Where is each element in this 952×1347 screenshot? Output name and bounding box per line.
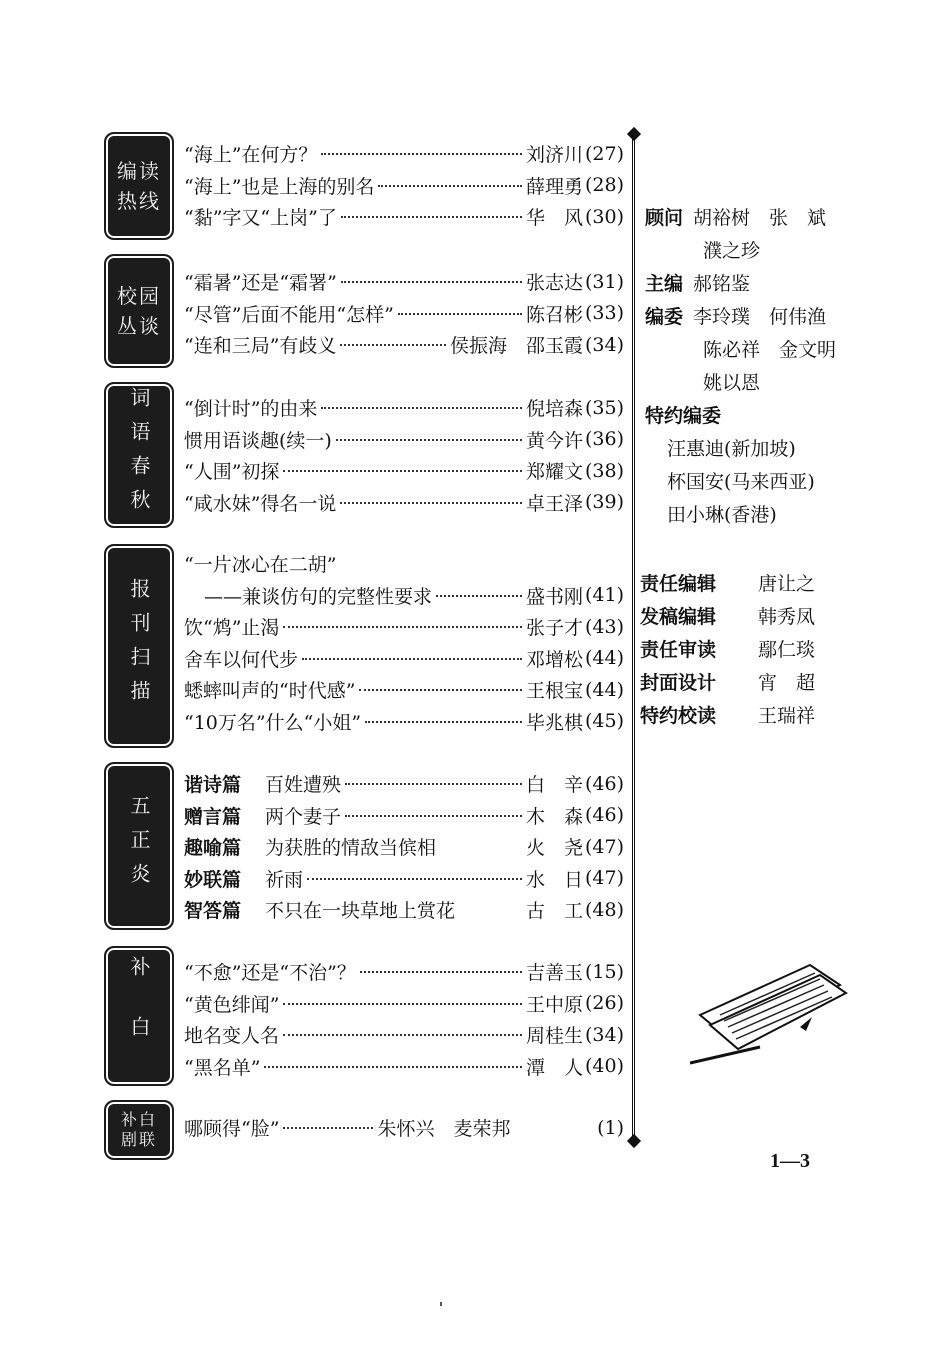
entry-page: (31) bbox=[584, 270, 624, 293]
credit-role: 顾问 bbox=[645, 207, 684, 229]
entry-author: 卓王泽 bbox=[525, 492, 583, 515]
toc-entry[interactable] bbox=[184, 487, 624, 519]
leader-dots bbox=[341, 215, 522, 218]
section-entries bbox=[184, 548, 624, 737]
leader-dots bbox=[264, 1065, 522, 1068]
leader-dots bbox=[340, 501, 522, 504]
entry-author: 华 风 bbox=[525, 207, 583, 230]
toc-entry[interactable] bbox=[184, 768, 624, 800]
entry-title: “尽管”后面不能用“怎样” bbox=[184, 303, 394, 326]
entry-author: 木 森 bbox=[525, 805, 583, 828]
credit-row bbox=[645, 497, 905, 530]
toc-entry[interactable] bbox=[184, 329, 624, 361]
credit-names: 汪惠迪(新加坡) bbox=[667, 438, 796, 460]
credit-row bbox=[645, 365, 905, 398]
toc-entry[interactable] bbox=[184, 138, 624, 170]
staff-row bbox=[640, 599, 815, 632]
staff-role: 发稿编辑 bbox=[640, 606, 717, 628]
section-label: 五正炎 bbox=[104, 762, 174, 930]
entry-title: “人围”初探 bbox=[184, 461, 280, 484]
toc-entry[interactable] bbox=[184, 894, 624, 926]
papers-icon bbox=[690, 945, 850, 1065]
leader-dots bbox=[359, 688, 522, 691]
entry-page: (44) bbox=[584, 678, 624, 701]
leader-dots bbox=[341, 280, 522, 283]
entry-title: 祈雨 bbox=[265, 868, 304, 891]
leader-dots bbox=[345, 814, 522, 817]
leader-dots bbox=[340, 343, 446, 346]
toc-entry[interactable] bbox=[184, 643, 624, 675]
entry-author: 火 尧 bbox=[525, 837, 583, 860]
credit-row bbox=[645, 332, 905, 365]
leader-dots bbox=[378, 184, 522, 187]
toc-entry[interactable] bbox=[184, 831, 624, 863]
leader-dots bbox=[365, 720, 522, 723]
entry-title: 哪顾得“脸” bbox=[184, 1118, 280, 1141]
entry-title: “黄色绯闻” bbox=[184, 993, 280, 1016]
toc-entry[interactable] bbox=[184, 201, 624, 233]
credit-role: 主编 bbox=[645, 273, 684, 295]
staff-role: 特约校读 bbox=[640, 705, 717, 727]
entry-page: (41) bbox=[584, 584, 624, 607]
entry-page: (48) bbox=[584, 898, 624, 921]
section-entries bbox=[184, 138, 624, 233]
leader-dots bbox=[283, 1033, 522, 1036]
entry-title: “黑名单” bbox=[184, 1056, 261, 1079]
toc-entry[interactable] bbox=[184, 988, 624, 1020]
toc-entry[interactable] bbox=[184, 956, 624, 988]
entry-category: 赠言篇 bbox=[184, 805, 242, 828]
entry-author: 盛书刚 bbox=[525, 585, 583, 608]
credit-row bbox=[645, 431, 905, 464]
toc-entry[interactable] bbox=[184, 1112, 624, 1144]
entry-author: 郑耀文 bbox=[525, 461, 583, 484]
entry-author: 黄今许 bbox=[525, 429, 583, 452]
credit-row bbox=[645, 266, 905, 299]
leader-dots bbox=[360, 970, 522, 973]
diamond-ornament-bottom bbox=[627, 1134, 641, 1148]
credit-row bbox=[645, 299, 905, 332]
leader-dots bbox=[336, 438, 522, 441]
entry-author: 张志达 bbox=[525, 272, 583, 295]
toc-entry[interactable] bbox=[184, 1051, 624, 1083]
entry-page: (15) bbox=[584, 960, 624, 983]
entry-page: (26) bbox=[584, 992, 624, 1015]
entry-author: 古 工 bbox=[525, 900, 583, 923]
entry-page: (36) bbox=[584, 428, 624, 451]
entry-page: (33) bbox=[584, 302, 624, 325]
entry-page: (38) bbox=[584, 459, 624, 482]
section-label-line: 补白 bbox=[120, 1110, 157, 1129]
entry-page: (45) bbox=[584, 710, 624, 733]
credit-role: 特约编委 bbox=[645, 405, 722, 427]
toc-entry[interactable] bbox=[184, 863, 624, 895]
section-label bbox=[104, 1100, 174, 1160]
staff-role: 责任审读 bbox=[640, 639, 717, 661]
credit-names: 李玲璞 何伟渔 bbox=[693, 306, 827, 328]
staff-name: 韩秀凤 bbox=[758, 606, 816, 628]
toc-entry[interactable] bbox=[184, 548, 624, 580]
leader-dots bbox=[398, 312, 522, 315]
entry-title: “不愈”还是“不治”？ bbox=[184, 962, 356, 985]
entry-title: “倒计时”的由来 bbox=[184, 398, 318, 421]
entry-title: 为获胜的情敌当傧相 bbox=[265, 837, 437, 860]
entry-title: 舍车以何代步 bbox=[184, 648, 299, 671]
entry-page: (44) bbox=[584, 647, 624, 670]
credit-names: 胡裕树 张 斌 bbox=[693, 207, 827, 229]
toc-entry[interactable] bbox=[184, 580, 624, 612]
entry-author: 薛理勇 bbox=[525, 175, 583, 198]
leader-dots bbox=[307, 877, 522, 880]
entry-page: (1) bbox=[597, 1116, 624, 1139]
papers-illustration bbox=[690, 945, 850, 1069]
entry-title: “连和三局”有歧义 bbox=[184, 335, 337, 358]
entry-author: 刘济川 bbox=[525, 144, 583, 167]
staff-row bbox=[640, 566, 815, 599]
entry-title: “一片冰心在二胡” bbox=[184, 554, 337, 577]
toc-entry[interactable] bbox=[184, 298, 624, 330]
leader-dots bbox=[283, 469, 522, 472]
credit-row bbox=[645, 200, 905, 233]
entry-title: “海上”也是上海的别名 bbox=[184, 175, 375, 198]
entry-title: 蟋蟀叫声的“时代感” bbox=[184, 680, 356, 703]
entry-title: “霜暑”还是“霜署” bbox=[184, 272, 337, 295]
editorial-staff bbox=[640, 566, 815, 731]
toc-entry[interactable] bbox=[184, 266, 624, 298]
entry-title: 惯用语谈趣(续一) bbox=[184, 429, 332, 452]
toc-entry[interactable] bbox=[184, 706, 624, 738]
entry-author: 周桂生 bbox=[525, 1025, 583, 1048]
entry-page: (27) bbox=[584, 142, 624, 165]
credit-row bbox=[645, 464, 905, 497]
page-number: 1—3 bbox=[770, 1150, 810, 1172]
entry-title: “黏”字又“上岗”了 bbox=[184, 207, 337, 230]
entry-title: “海上”在何方？ bbox=[184, 144, 318, 167]
credit-names: 陈必祥 金文明 bbox=[703, 339, 837, 361]
entry-page: (30) bbox=[584, 205, 624, 228]
entry-title: “10万名”什么“小姐” bbox=[184, 711, 362, 734]
staff-name: 宵 超 bbox=[758, 672, 816, 694]
leader-dots bbox=[436, 594, 522, 597]
masthead-credits bbox=[645, 200, 905, 530]
toc-entry[interactable] bbox=[184, 455, 624, 487]
section-label-line: 剧联 bbox=[120, 1130, 157, 1149]
entry-author: 王根宝 bbox=[525, 680, 583, 703]
toc-entry[interactable] bbox=[184, 800, 624, 832]
leader-dots bbox=[321, 406, 522, 409]
entry-author: 水 日 bbox=[525, 868, 583, 891]
leader-dots bbox=[283, 1126, 373, 1129]
credit-names: 郝铭鉴 bbox=[693, 273, 751, 295]
entry-category: 趣喻篇 bbox=[184, 837, 242, 860]
staff-name: 唐让之 bbox=[758, 573, 816, 595]
section-label bbox=[104, 132, 174, 240]
section-entries bbox=[184, 768, 624, 926]
section-label-line: 编读 bbox=[117, 159, 161, 183]
leader-dots bbox=[345, 782, 522, 785]
staff-row bbox=[640, 665, 815, 698]
entry-author: 毕兆棋 bbox=[525, 711, 583, 734]
leader-dots bbox=[321, 152, 522, 155]
entry-category: 智答篇 bbox=[184, 900, 242, 923]
entry-author: 倪培森 bbox=[525, 398, 583, 421]
section-label-line: 热线 bbox=[117, 189, 161, 213]
credit-names: 田小琳(香港) bbox=[667, 504, 777, 526]
entry-category: 妙联篇 bbox=[184, 868, 242, 891]
entry-title: 地名变人名 bbox=[184, 1025, 280, 1048]
entry-author: 侯振海 邵玉霞 bbox=[449, 335, 583, 358]
leader-dots bbox=[302, 657, 522, 660]
entry-page: (47) bbox=[584, 835, 624, 858]
entry-title: 不只在一块草地上赏花 bbox=[265, 900, 456, 923]
entry-title: 百姓遭殃 bbox=[265, 774, 342, 797]
entry-author: 王中原 bbox=[525, 993, 583, 1016]
entry-page: (34) bbox=[584, 333, 624, 356]
staff-row bbox=[640, 632, 815, 665]
entry-title: ——兼谈仿句的完整性要求 bbox=[204, 585, 433, 608]
section-entries bbox=[184, 392, 624, 518]
entry-author: 朱怀兴 麦荣邦 bbox=[377, 1118, 511, 1141]
leader-dots bbox=[283, 625, 522, 628]
credit-role: 编委 bbox=[645, 306, 684, 328]
section-entries bbox=[184, 266, 624, 361]
entry-category: 谐诗篇 bbox=[184, 774, 242, 797]
section-label: 补白 bbox=[104, 946, 174, 1086]
entry-page: (43) bbox=[584, 615, 624, 638]
credit-names: 姚以恩 bbox=[703, 372, 761, 394]
section-label-line: 校园 bbox=[117, 284, 161, 308]
toc-entry[interactable] bbox=[184, 170, 624, 202]
entry-page: (47) bbox=[584, 867, 624, 890]
diamond-ornament-top bbox=[627, 127, 641, 141]
entry-page: (35) bbox=[584, 396, 624, 419]
entry-title: “咸水妹”得名一说 bbox=[184, 492, 337, 515]
credit-row bbox=[645, 233, 905, 266]
entry-author: 白 辛 bbox=[525, 774, 583, 797]
section-label: 报刊扫描 bbox=[104, 544, 174, 748]
toc-entry[interactable] bbox=[184, 674, 624, 706]
staff-name: 王瑞祥 bbox=[758, 705, 816, 727]
entry-page: (40) bbox=[584, 1055, 624, 1078]
entry-author: 邓增松 bbox=[525, 648, 583, 671]
section-label: 词语春秋 bbox=[104, 382, 174, 528]
entry-title: 饮“鸩”止渴 bbox=[184, 617, 280, 640]
toc-entry[interactable] bbox=[184, 392, 624, 424]
scan-speck bbox=[440, 1302, 442, 1306]
section-entries bbox=[184, 956, 624, 1082]
entry-page: (28) bbox=[584, 174, 624, 197]
section-label bbox=[104, 254, 174, 368]
entry-page: (34) bbox=[584, 1023, 624, 1046]
credit-names: 杯国安(马来西亚) bbox=[667, 471, 815, 493]
entry-author: 潭 人 bbox=[525, 1056, 583, 1079]
entry-author: 张子才 bbox=[525, 617, 583, 640]
section-label-line: 丛谈 bbox=[117, 314, 161, 338]
section-entries bbox=[184, 1112, 624, 1144]
credit-names: 濮之珍 bbox=[703, 240, 761, 262]
toc-entry[interactable] bbox=[184, 611, 624, 643]
toc-entry[interactable] bbox=[184, 1019, 624, 1051]
entry-author: 吉善玉 bbox=[525, 962, 583, 985]
entry-page: (39) bbox=[584, 491, 624, 514]
staff-name: 鄢仁琰 bbox=[758, 639, 816, 661]
staff-row bbox=[640, 698, 815, 731]
column-divider bbox=[632, 138, 635, 1138]
credit-row bbox=[645, 398, 905, 431]
leader-dots bbox=[283, 1002, 522, 1005]
entry-title: 两个妻子 bbox=[265, 805, 342, 828]
staff-role: 责任编辑 bbox=[640, 573, 717, 595]
entry-author: 陈召彬 bbox=[525, 303, 583, 326]
staff-role: 封面设计 bbox=[640, 672, 717, 694]
entry-page: (46) bbox=[584, 772, 624, 795]
entry-page: (46) bbox=[584, 804, 624, 827]
toc-entry[interactable] bbox=[184, 424, 624, 456]
